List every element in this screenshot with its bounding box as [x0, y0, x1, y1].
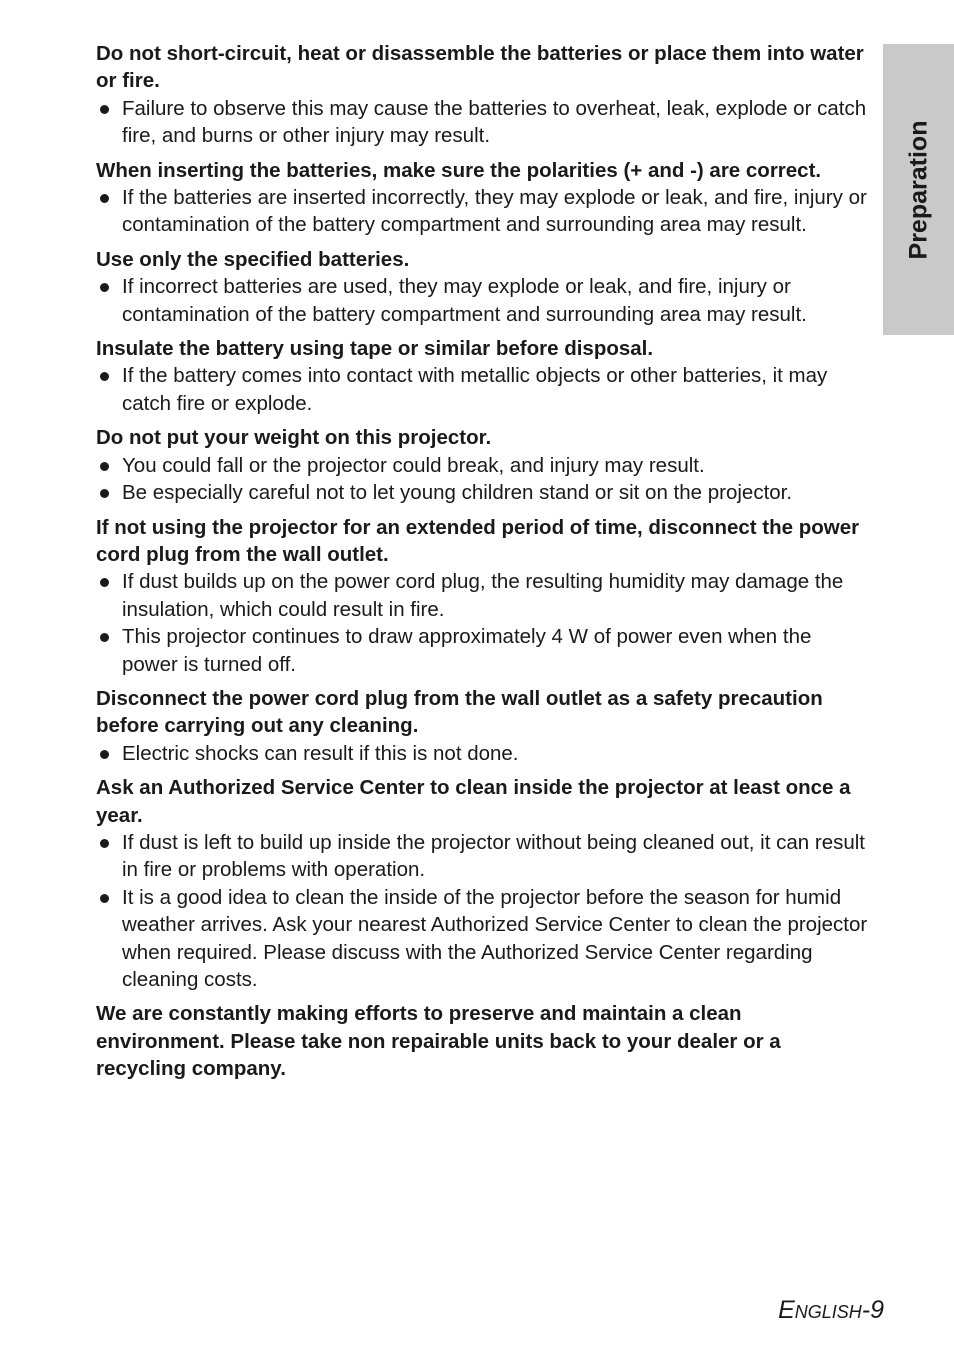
bullet-item [96, 95, 872, 150]
safety-notes [96, 40, 872, 1090]
bullet-text: If the battery comes into contact with metallic objects or other batteries, it may catch fire or explode. [122, 364, 828, 415]
bullet-item [96, 884, 872, 994]
section-heading: When inserting the batteries, make sure the polarities (+ and -) are correct. [96, 158, 822, 182]
bullet-icon [100, 578, 109, 587]
bullet-text: This projector continues to draw approximately 4 W of power even when the power is turned off. [122, 625, 812, 676]
section-tab [883, 44, 954, 335]
safety-section [96, 335, 872, 417]
section-heading: If not using the projector for an extended period of time, disconnect the power cord plug from the wall outlet. [96, 515, 860, 566]
bullet-text: Failure to observe this may cause the batteries to overheat, leak, explode or catch fire, and burns or other injury may result. [122, 96, 867, 148]
section-heading: Ask an Authorized Service Center to clean inside the projector at least once a year. [96, 776, 851, 827]
bullet-icon [100, 839, 109, 848]
bullet-list [96, 273, 872, 328]
bullet-item [96, 568, 872, 623]
bullet-list [96, 184, 872, 239]
bullet-item [96, 829, 872, 884]
bullet-list [96, 829, 872, 993]
footer-page-number: 9 [870, 1296, 884, 1324]
bullet-text: Electric shocks can result if this is not done. [122, 741, 519, 765]
safety-section [96, 774, 872, 993]
bullet-text: It is a good idea to clean the inside of the projector before the season for humid weather arrives. Ask your nearest Authorized Service Center to clean the projector when required. Please discuss with the Authorized Service Center regarding cleaning costs. [122, 885, 868, 991]
footer-language: English [778, 1296, 862, 1324]
bullet-icon [100, 462, 109, 471]
bullet-icon [100, 194, 109, 203]
bullet-item [96, 452, 872, 479]
bullet-icon [100, 633, 109, 642]
page-footer [778, 1296, 884, 1325]
bullet-icon [100, 283, 109, 292]
bullet-item [96, 479, 872, 506]
bullet-list [96, 95, 872, 150]
bullet-item [96, 184, 872, 239]
section-heading: Disconnect the power cord plug from the wall outlet as a safety precaution before carrying out any cleaning. [96, 686, 823, 738]
bullet-icon [100, 372, 109, 381]
safety-section [96, 40, 872, 150]
section-heading: We are constantly making efforts to preserve and maintain a clean environment. Please take non repairable units back to your dealer or a recycling company. [96, 1002, 781, 1081]
bullet-text: If the batteries are inserted incorrectly, they may explode or leak, and fire, injury or contamination of the battery compartment and surrounding area may result. [122, 186, 867, 237]
bullet-list [96, 452, 872, 507]
bullet-text: If dust is left to build up inside the projector without being cleaned out, it can result in fire or problems with operation. [122, 830, 865, 882]
bullet-text: If incorrect batteries are used, they may explode or leak, and fire, injury or contamination of the battery compartment and surrounding area may result. [122, 275, 807, 326]
section-heading: Insulate the battery using tape or similar before disposal. [96, 337, 654, 361]
bullet-list [96, 740, 872, 767]
safety-section [96, 514, 872, 678]
bullet-list [96, 568, 872, 678]
safety-section [96, 246, 872, 328]
bullet-item [96, 273, 872, 328]
bullet-text: If dust builds up on the power cord plug, the resulting humidity may damage the insulation, which could result in fire. [122, 570, 844, 621]
bullet-icon [100, 489, 109, 498]
bullet-list [96, 362, 872, 417]
section-tab-label: Preparation [904, 120, 932, 259]
safety-section [96, 1000, 872, 1082]
safety-section [96, 685, 872, 767]
safety-section [96, 424, 872, 506]
bullet-text: You could fall or the projector could break, and injury may result. [122, 453, 705, 477]
bullet-text: Be especially careful not to let young children stand or sit on the projector. [122, 481, 793, 505]
bullet-item [96, 740, 872, 767]
section-heading: Use only the specified batteries. [96, 247, 410, 271]
bullet-icon [100, 894, 109, 903]
section-heading: Do not short-circuit, heat or disassemble the batteries or place them into water or fire. [96, 42, 864, 93]
bullet-item [96, 362, 872, 417]
bullet-icon [100, 105, 109, 114]
bullet-item [96, 623, 872, 678]
bullet-icon [100, 750, 109, 759]
section-heading: Do not put your weight on this projector. [96, 426, 492, 450]
footer-separator: - [861, 1296, 871, 1324]
safety-section [96, 157, 872, 239]
